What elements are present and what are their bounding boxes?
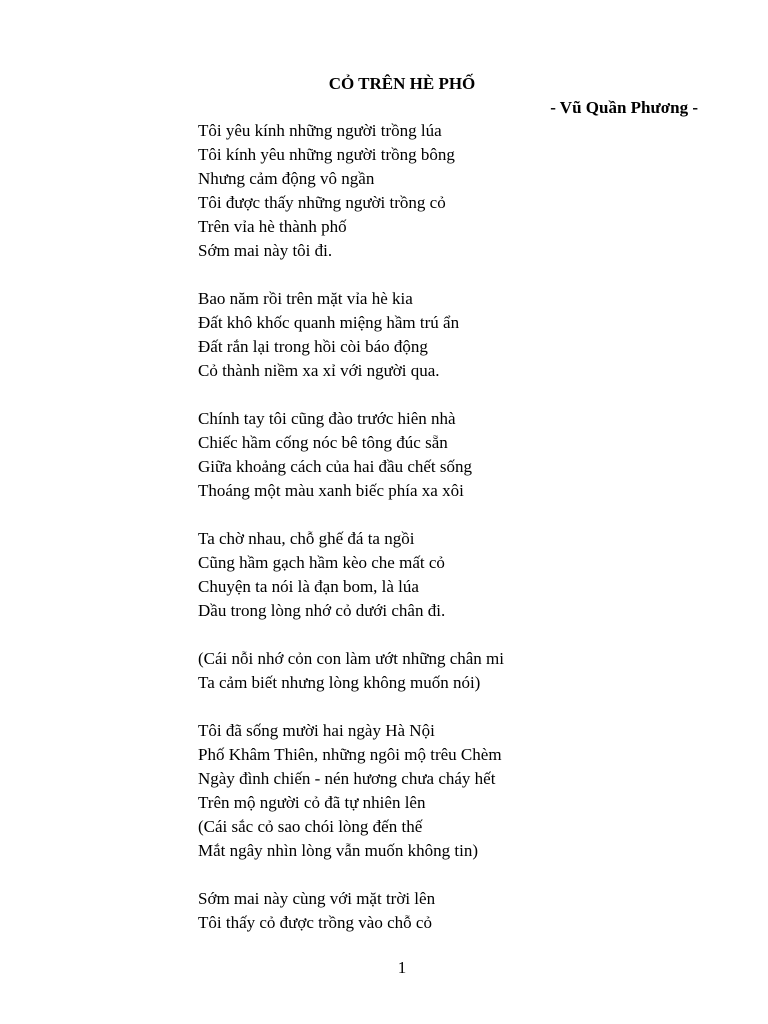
- poem-line: Tôi thấy cỏ được trồng vào chỗ cỏ: [198, 913, 432, 932]
- poem-body: [198, 119, 504, 959]
- page-number: 1: [397, 958, 407, 977]
- poem-line: Cũng hầm gạch hầm kèo che mất cỏ: [198, 553, 445, 572]
- poem-line: Dầu trong lòng nhớ cỏ dưới chân đi.: [198, 601, 446, 620]
- stanza: [198, 887, 504, 935]
- poem-line: Trên mộ người cỏ đã tự nhiên lên: [198, 793, 426, 812]
- poem-line: Tôi yêu kính những người trồng lúa: [198, 121, 442, 140]
- poem-line: Ta chờ nhau, chỗ ghế đá ta ngồi: [198, 529, 415, 548]
- poem-line: Tôi đã sống mười hai ngày Hà Nội: [198, 721, 435, 740]
- poem-line: Tôi kính yêu những người trồng bông: [198, 145, 455, 164]
- stanza: [198, 407, 504, 503]
- poem-line: Đất rắn lại trong hồi còi báo động: [198, 337, 428, 356]
- poem-line: Phố Khâm Thiên, những ngôi mộ trêu Chèm: [198, 745, 502, 764]
- poem-line: Chính tay tôi cũng đào trước hiên nhà: [198, 409, 456, 428]
- stanza: [198, 719, 504, 863]
- poem-line: Cỏ thành niềm xa xỉ với người qua.: [198, 361, 440, 380]
- poem-line: Bao năm rồi trên mặt vỉa hè kia: [198, 289, 413, 308]
- poem-line: Mắt ngây nhìn lòng vẫn muốn không tin): [198, 841, 479, 860]
- poem-line: Giữa khoảng cách của hai đầu chết sống: [198, 457, 473, 476]
- stanza: [198, 287, 504, 383]
- poem-line: Sớm mai này cùng với mặt trời lên: [198, 889, 436, 908]
- poem-line: Nhưng cảm động vô ngần: [198, 169, 375, 188]
- stanza: [198, 647, 504, 695]
- poem-line: Chiếc hầm cống nóc bê tông đúc sẵn: [198, 433, 448, 452]
- poem-line: Thoáng một màu xanh biếc phía xa xôi: [198, 481, 464, 500]
- poem-line: (Cái sắc cỏ sao chói lòng đến thế: [198, 817, 423, 836]
- poem-title: CỎ TRÊN HÈ PHỐ: [328, 74, 476, 93]
- poem-line: Tôi được thấy những người trồng cỏ: [198, 193, 446, 212]
- poem-line: Ngày đình chiến - nén hương chưa cháy hết: [198, 769, 496, 788]
- stanza: [198, 527, 504, 623]
- poem-line: Trên vỉa hè thành phố: [198, 217, 347, 236]
- poem-line: Sớm mai này tôi đi.: [198, 241, 333, 260]
- poem-line: (Cái nỗi nhớ cỏn con làm ướt những chân mi: [198, 649, 504, 668]
- poem-line: Đất khô khốc quanh miệng hầm trú ẩn: [198, 313, 460, 332]
- poem-line: Chuyện ta nói là đạn bom, là lúa: [198, 577, 419, 596]
- stanza: [198, 119, 504, 263]
- poem-line: Ta cảm biết nhưng lòng không muốn nói): [198, 673, 481, 692]
- poem-author: - Vũ Quần Phương -: [550, 98, 698, 117]
